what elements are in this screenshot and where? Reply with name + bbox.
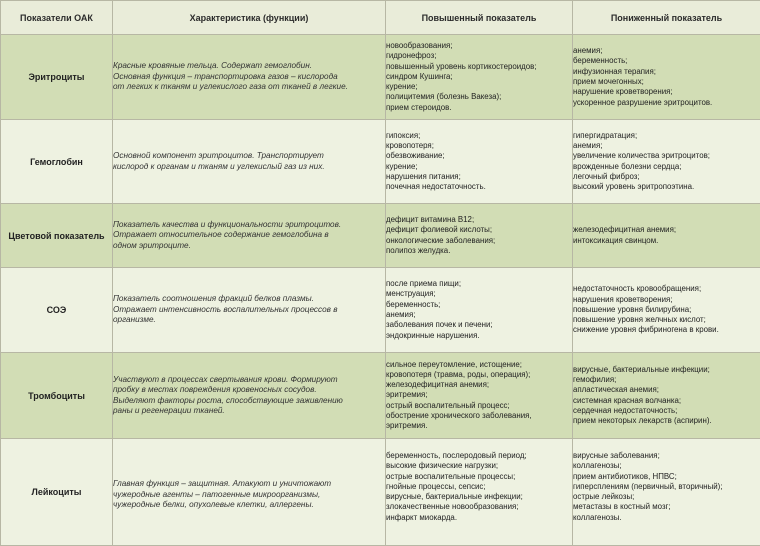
list-item: дефицит витамина В12; [386, 215, 572, 225]
description-line: Показатель качества и функциональности эритроцитов. [113, 220, 385, 231]
header-row [1, 1, 760, 35]
table-row [1, 204, 760, 268]
list-item: почечная недостаточность. [386, 182, 572, 192]
header-description: Характеристика (функции) [113, 1, 386, 35]
description-line: Участвуют в процессах свертывания крови. Формируют [113, 375, 385, 386]
list-item: анемия; [386, 310, 572, 320]
list-item: острый воспалительный процесс; [386, 401, 572, 411]
list-item: беременность; [573, 56, 760, 66]
decreased-causes [573, 204, 760, 268]
parameter-name: Цветовой показатель [1, 204, 113, 268]
list-item: коллагенозы; [573, 461, 760, 471]
parameter-name: Тромбоциты [1, 353, 113, 439]
list-item: онкологические заболевания; [386, 236, 572, 246]
increased-causes [386, 439, 573, 546]
list-item: высокие физические нагрузки; [386, 461, 572, 471]
list-item: железодефицитная анемия; [386, 380, 572, 390]
list-item: эритремия. [386, 421, 572, 431]
description-line: Основной компонент эритроцитов. Транспортирует [113, 151, 385, 162]
description-line: Показатель соотношения фракций белков плазмы. [113, 294, 385, 305]
list-item: злокачественные новообразования; [386, 502, 572, 512]
table-row [1, 35, 760, 120]
parameter-description [113, 35, 386, 120]
list-item: заболевания почек и печени; [386, 320, 572, 330]
table-row [1, 439, 760, 546]
list-item: нарушение кроветворения; [573, 87, 760, 97]
parameter-name: Лейкоциты [1, 439, 113, 546]
list-item: анемия; [573, 141, 760, 151]
parameter-name: СОЭ [1, 268, 113, 353]
description-line: кислород к органам и тканям и углекислый газ из них. [113, 162, 385, 173]
list-item: апластическая анемия; [573, 385, 760, 395]
list-item: после приема пищи; [386, 279, 572, 289]
description-line: чужеродные белки, опухолевые клетки, аллергены. [113, 500, 385, 511]
increased-causes [386, 120, 573, 204]
list-item: курение; [386, 82, 572, 92]
list-item: кровопотеря (травма, роды, операция); [386, 370, 572, 380]
list-item: эритремия; [386, 390, 572, 400]
parameter-description [113, 120, 386, 204]
description-line: чужеродные агенты – патогенные микроорганизмы, [113, 490, 385, 501]
increased-causes [386, 35, 573, 120]
description-line: одном эритроците. [113, 241, 385, 252]
list-item: прием некоторых лекарств (аспирин). [573, 416, 760, 426]
header-decreased: Пониженный показатель [573, 1, 760, 35]
list-item: прием мочегонных; [573, 77, 760, 87]
list-item: снижение уровня фибриногена в крови. [573, 325, 760, 335]
table-row [1, 120, 760, 204]
list-item: дефицит фолиевой кислоты; [386, 225, 572, 235]
list-item: гнойные процессы, сепсис; [386, 482, 572, 492]
list-item: курение; [386, 162, 572, 172]
description-line: организме. [113, 315, 385, 326]
list-item: нарушения питания; [386, 172, 572, 182]
decreased-causes [573, 268, 760, 353]
parameter-name: Эритроциты [1, 35, 113, 120]
list-item: полицитемия (болезнь Вакеза); [386, 92, 572, 102]
list-item: повышение уровня желчных кислот; [573, 315, 760, 325]
increased-causes [386, 204, 573, 268]
decreased-causes [573, 439, 760, 546]
list-item: гемофилия; [573, 375, 760, 385]
parameter-name: Гемоглобин [1, 120, 113, 204]
list-item: коллагенозы. [573, 513, 760, 523]
list-item: недостаточность кровообращения; [573, 284, 760, 294]
table-row [1, 268, 760, 353]
description-line: Отражает интенсивность воспалительных процессов в [113, 305, 385, 316]
description-line: пробку в местах повреждения кровеносных сосудов. [113, 385, 385, 396]
parameter-description [113, 268, 386, 353]
header-increased: Повышенный показатель [386, 1, 573, 35]
parameter-description [113, 204, 386, 268]
list-item: ускоренное разрушение эритроцитов. [573, 98, 760, 108]
list-item: обострение хронического заболевания, [386, 411, 572, 421]
table-row [1, 353, 760, 439]
list-item: увеличение количества эритроцитов; [573, 151, 760, 161]
list-item: полипоз желудка. [386, 246, 572, 256]
list-item: острые лейкозы; [573, 492, 760, 502]
decreased-causes [573, 35, 760, 120]
parameter-description [113, 353, 386, 439]
parameter-description [113, 439, 386, 546]
list-item: эндокринные нарушения. [386, 331, 572, 341]
increased-causes [386, 268, 573, 353]
list-item: вирусные, бактериальные инфекции; [573, 365, 760, 375]
list-item: беременность; [386, 300, 572, 310]
list-item: врожденные болезни сердца; [573, 162, 760, 172]
list-item: гипоксия; [386, 131, 572, 141]
list-item: новообразования; [386, 41, 572, 51]
list-item: повышение уровня билирубина; [573, 305, 760, 315]
list-item: вирусные, бактериальные инфекции; [386, 492, 572, 502]
list-item: легочный фиброз; [573, 172, 760, 182]
list-item: высокий уровень эритропоэтина. [573, 182, 760, 192]
list-item: сильное переутомление, истощение; [386, 360, 572, 370]
list-item: сердечная недостаточность; [573, 406, 760, 416]
list-item: беременность, послеродовый период; [386, 451, 572, 461]
description-line: Отражает относительное содержание гемоглобина в [113, 230, 385, 241]
table-body [1, 35, 760, 546]
list-item: гидронефроз; [386, 51, 572, 61]
list-item: анемия; [573, 46, 760, 56]
description-line: Красные кровяные тельца. Содержат гемоглобин. [113, 61, 385, 72]
description-line: от легких к тканям и углекислого газа от тканей в легкие. [113, 82, 385, 93]
list-item: интоксикация свинцом. [573, 236, 760, 246]
list-item: инфузионная терапия; [573, 67, 760, 77]
description-line: Выделяют факторы роста, способствующие заживлению [113, 396, 385, 407]
decreased-causes [573, 120, 760, 204]
increased-causes [386, 353, 573, 439]
list-item: нарушения кроветворения; [573, 295, 760, 305]
list-item: инфаркт миокарда. [386, 513, 572, 523]
list-item: системная красная волчанка; [573, 396, 760, 406]
description-line: Основная функция – транспортировка газов – кислорода [113, 72, 385, 83]
description-line: Главная функция – защитная. Атакуют и уничтожают [113, 479, 385, 490]
list-item: кровопотеря; [386, 141, 572, 151]
list-item: гипергидратация; [573, 131, 760, 141]
list-item: вирусные заболевания; [573, 451, 760, 461]
list-item: прием антибиотиков, НПВС; [573, 472, 760, 482]
header-param: Показатели ОАК [1, 1, 113, 35]
list-item: повышенный уровень кортикостероидов; [386, 62, 572, 72]
list-item: прием стероидов. [386, 103, 572, 113]
decreased-causes [573, 353, 760, 439]
description-line: раны и регенерации тканей. [113, 406, 385, 417]
list-item: метастазы в костный мозг; [573, 502, 760, 512]
list-item: острые воспалительные процессы; [386, 472, 572, 482]
list-item: обезвоживание; [386, 151, 572, 161]
list-item: менструация; [386, 289, 572, 299]
list-item: гиперсплениям (первичный, вторичный); [573, 482, 760, 492]
list-item: синдром Кушинга; [386, 72, 572, 82]
list-item: железодефицитная анемия; [573, 225, 760, 235]
